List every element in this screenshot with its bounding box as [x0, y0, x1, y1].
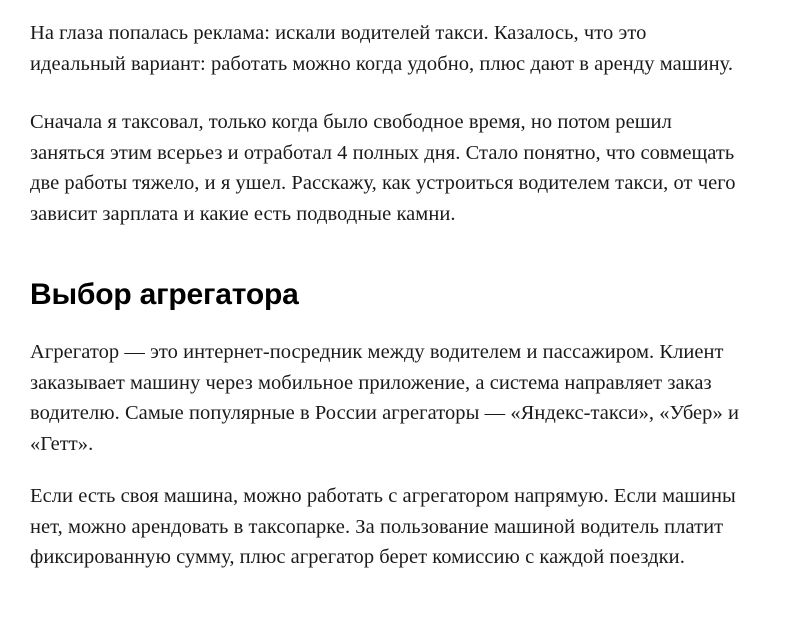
aggregator-definition-paragraph: Агрегатор — это интернет-посредник между водителем и пассажиром. Клиент заказывает машину через мобильное приложение, а система направляет заказ водителю. Самые популярные в России агрегаторы — «Яндекс-такси», «Убер» и «Гетт».: [30, 341, 739, 455]
own-car-paragraph: Если есть своя машина, можно работать с агрегатором напрямую. Если машины нет, можно арендовать в таксопарке. За пользование машиной водитель платит фиксированную сумму, плюс агрегатор берет комиссию с каждой поездки.: [30, 485, 736, 568]
heading-spacer: [30, 257, 744, 277]
experience-paragraph: Сначала я таксовал, только когда было свободное время, но потом решил заняться этим всерьез и отработал 4 полных дня. Стало понятно, что совмещать две работы тяжело, и я ушел. Расскажу, как устроиться водителем такси, от чего зависит зарплата и какие есть подводные камни.: [30, 111, 736, 225]
aggregator-heading: Выбор агрегатора: [30, 278, 299, 311]
intro-paragraph: На глаза попалась реклама: искали водителей такси. Казалось, что это идеальный вариант: работать можно когда удобно, плюс дают в аренду машину.: [30, 22, 734, 75]
